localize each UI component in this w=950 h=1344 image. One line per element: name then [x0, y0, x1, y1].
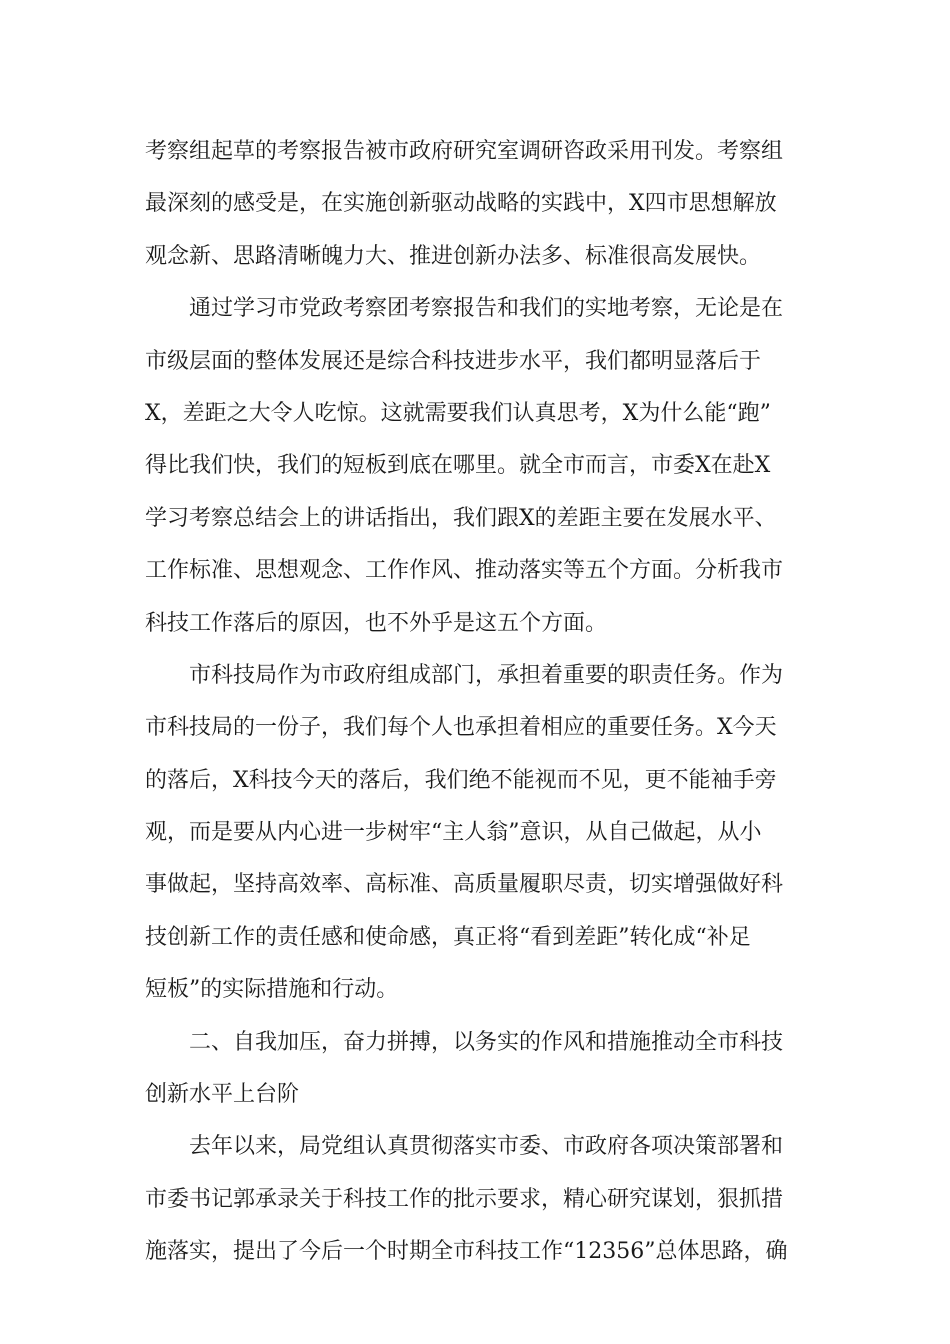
text-line: 学习考察总结会上的讲话指出，我们跟X的差距主要在发展水平、	[145, 505, 777, 531]
text-line: 观，而是要从内心进一步树牢“主人翁”意识，从自己做起，从小	[145, 820, 762, 846]
paragraph-first-line: 市科技局作为市政府组成部门，承担着重要的职责任务。作为	[189, 662, 784, 688]
text-line: 科技工作落后的原因，也不外乎是这五个方面。	[145, 610, 608, 636]
text-line: 市科技局的一份子，我们每个人也承担着相应的重要任务。X今天	[145, 715, 777, 741]
text-line: 事做起，坚持高效率、高标准、高质量履职尽责，切实增强做好科	[145, 872, 784, 898]
paragraph-first-line: 去年以来，局党组认真贯彻落实市委、市政府各项决策部署和	[189, 1134, 784, 1160]
text-line: 技创新工作的责任感和使命感，真正将“看到差距”转化成“补足	[145, 924, 751, 950]
text-line: 创新水平上台阶	[145, 1082, 300, 1108]
text-line: 短板”的实际措施和行动。	[145, 977, 399, 1003]
text-line: 观念新、思路清晰魄力大、推进创新办法多、标准很高发展快。	[145, 243, 762, 269]
text-line: 考察组起草的考察报告被市政府研究室调研咨政采用刊发。考察组	[145, 139, 784, 164]
text-line: 市委书记郭承录关于科技工作的批示要求，精心研究谋划，狠抓措	[145, 1186, 784, 1212]
text-line: 最深刻的感受是，在实施创新驱动战略的实践中，X四市思想解放	[145, 191, 777, 217]
text-line: X，差距之大令人吃惊。这就需要我们认真思考，X为什么能“跑”	[145, 400, 771, 426]
document-body	[145, 126, 795, 1279]
paragraph-first-line: 二、自我加压，奋力拼搏，以务实的作风和措施推动全市科技	[189, 1029, 784, 1055]
text-line: 市级层面的整体发展还是综合科技进步水平，我们都明显落后于	[145, 348, 762, 374]
text-line: 的落后，X科技今天的落后，我们绝不能视而不见，更不能袖手旁	[145, 767, 777, 793]
text-line: 工作标准、思想观念、工作作风、推动落实等五个方面。分析我市	[145, 558, 784, 584]
text-line: 得比我们快，我们的短板到底在哪里。就全市而言，市委X在赴X	[145, 453, 771, 479]
text-line: 施落实，提出了今后一个时期全市科技工作“12356”总体思路，确	[145, 1239, 788, 1265]
paragraph-first-line: 通过学习市党政考察团考察报告和我们的实地考察，无论是在	[189, 296, 784, 322]
